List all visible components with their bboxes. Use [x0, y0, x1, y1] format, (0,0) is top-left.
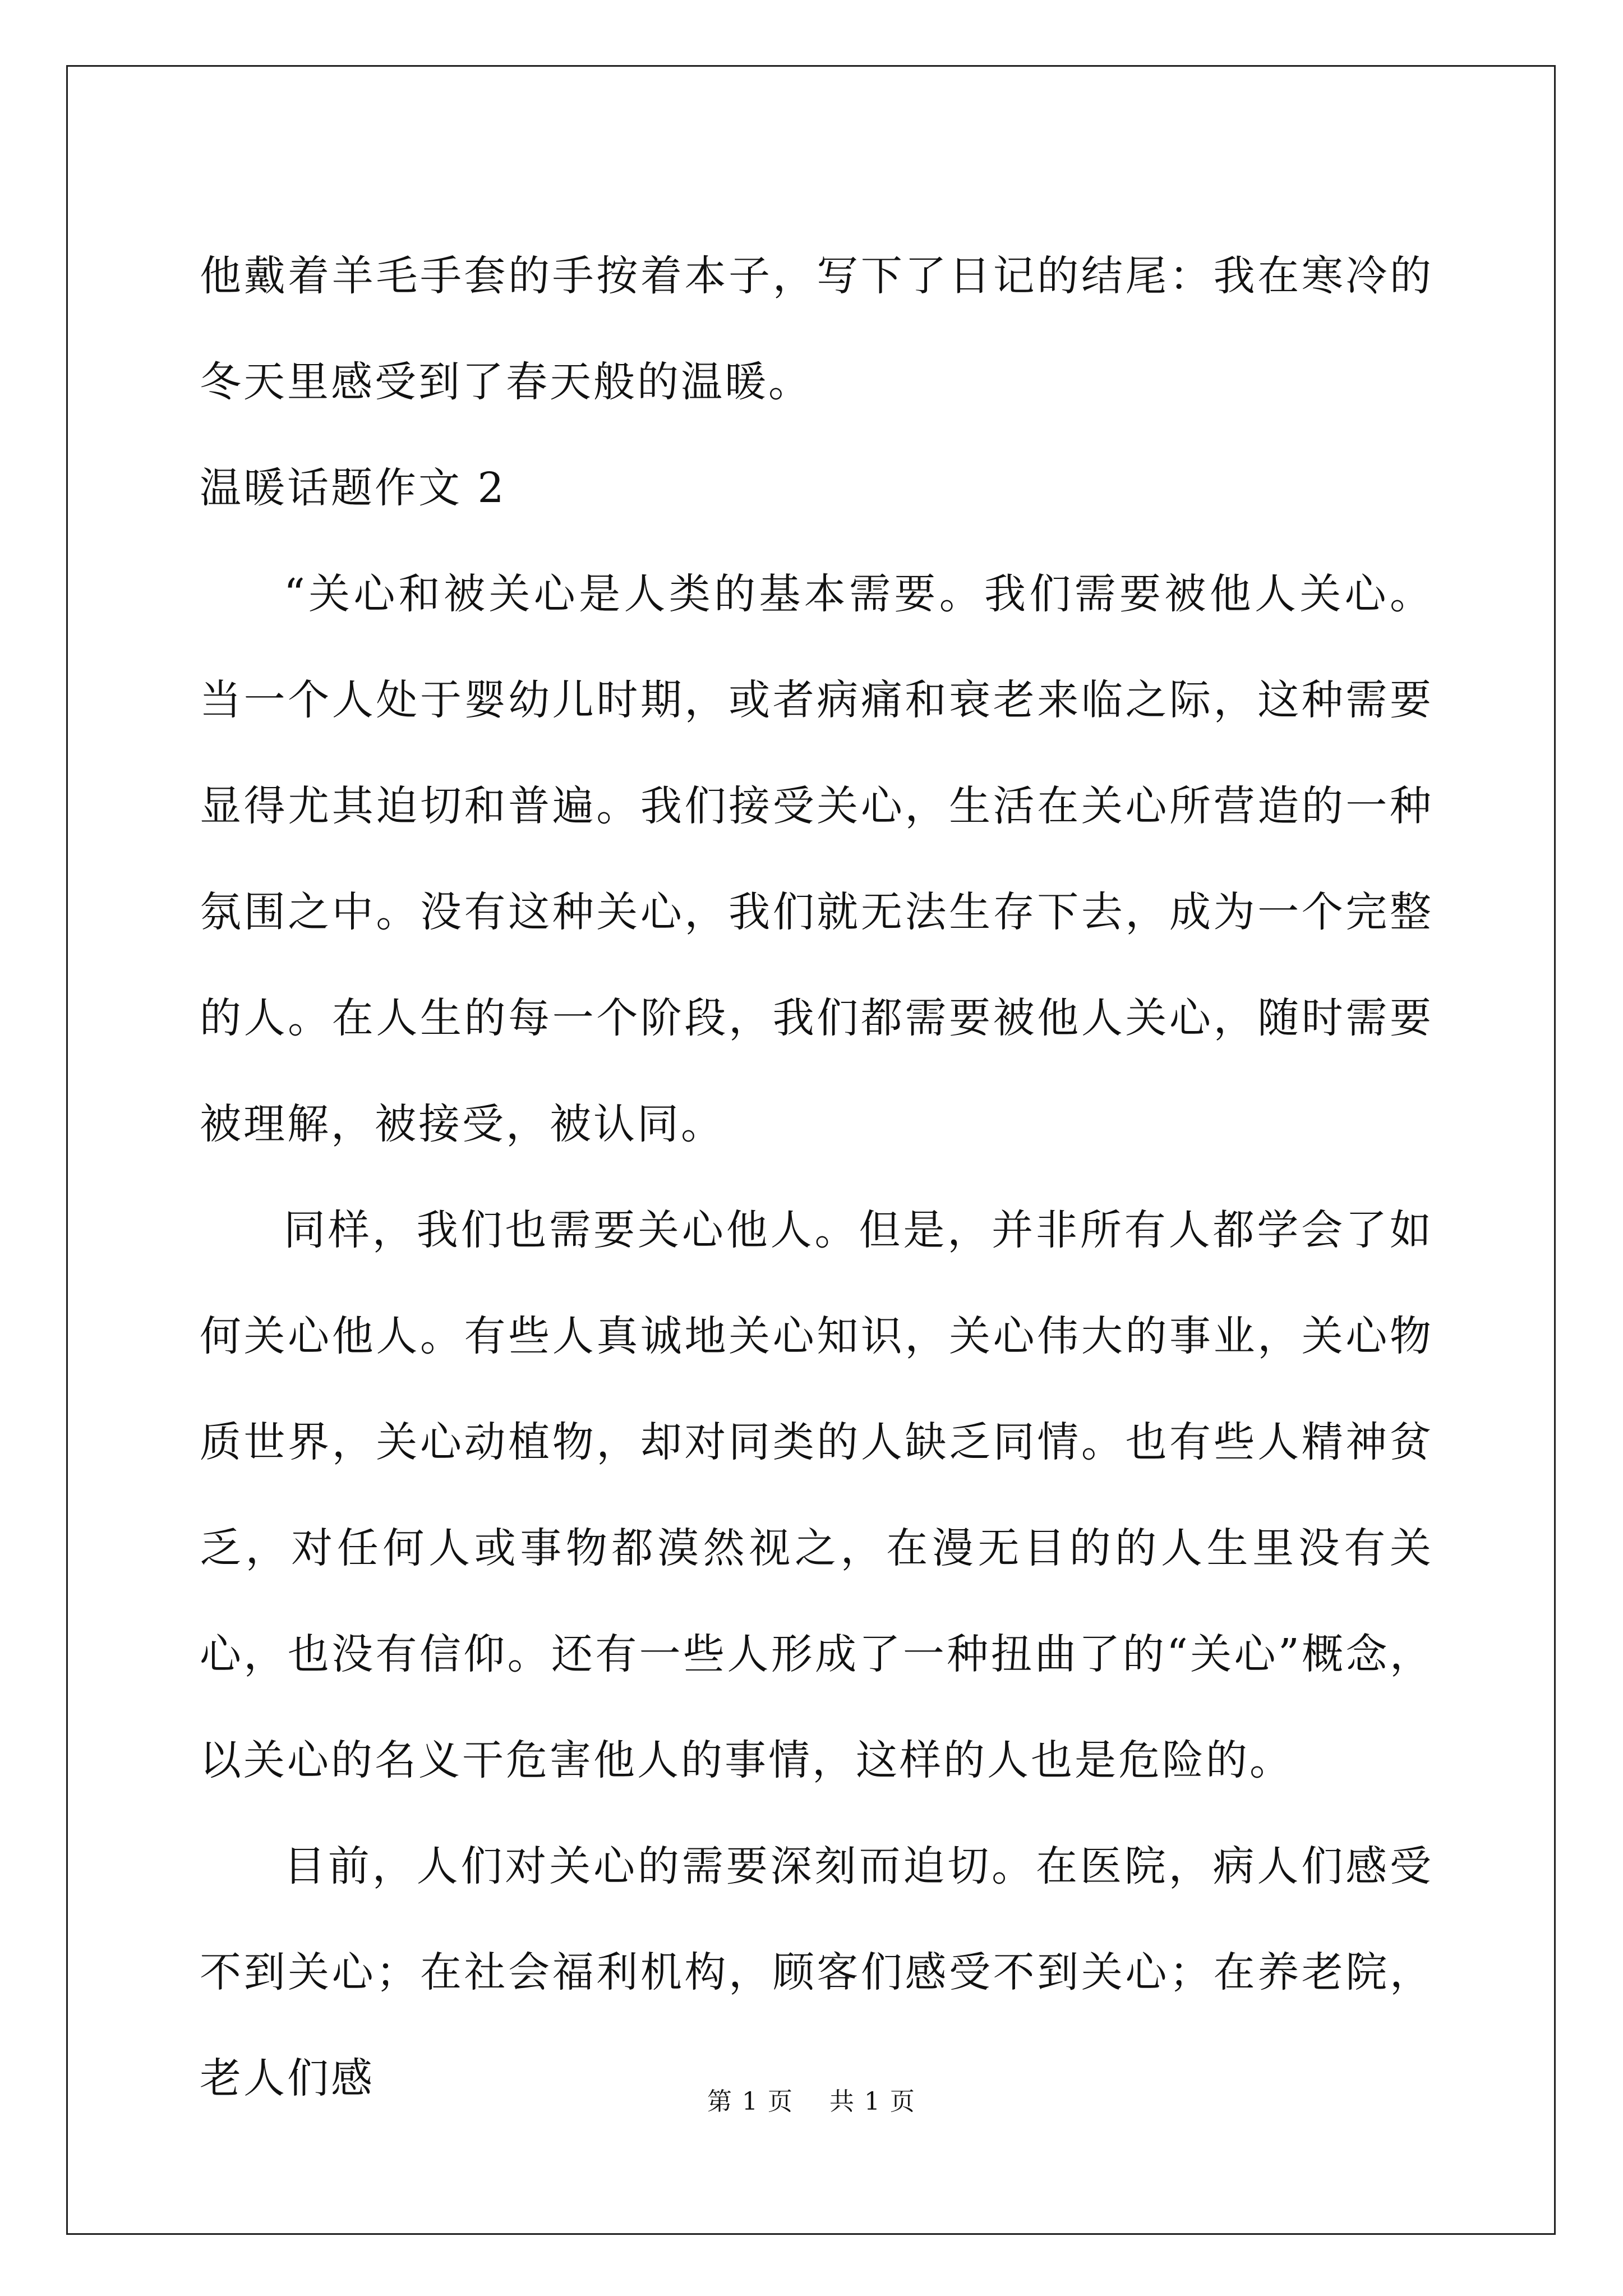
- section-heading: 温暖话题作文 2: [200, 464, 506, 512]
- paragraph-4: 目前，人们对关心的需要深刻而迫切。在医院，病人们感受不到关心；在社会福利机构，顾客们感受不到关心；在养老院，老人们感: [200, 1842, 1433, 2102]
- paragraph-2: “关心和被关心是人类的基本需要。我们需要被他人关心。当一个人处于婴幼儿时期，或者病痛和衰老来临之际，这种需要显得尤其迫切和普遍。我们接受关心，生活在关心所营造的一种氛围之中。没有这种关心，我们就无法生存下去，成为一个完整的人。在人生的每一个阶段，我们都需要被他人关心，随时需要被理解，被接受，被认同。: [200, 570, 1433, 1148]
- page-footer: 第 1 页 共 1 页: [707, 2087, 916, 2116]
- document-body: [200, 223, 1433, 2132]
- paragraph-1: 他戴着羊毛手套的手按着本子，写下了日记的结尾：我在寒冷的冬天里感受到了春天般的温暖。: [200, 252, 1433, 406]
- paragraph-3: 同样，我们也需要关心他人。但是，并非所有人都学会了如何关心他人。有些人真诚地关心知识，关心伟大的事业，关心物质世界，关心动植物，却对同类的人缺乏同情。也有些人精神贫乏，对任何人或事物都漠然视之，在漫无目的的人生里没有关心，也没有信仰。还有一些人形成了一种扭曲了的“关心”概念，以关心的名义干危害他人的事情，这样的人也是危险的。: [200, 1206, 1433, 1784]
